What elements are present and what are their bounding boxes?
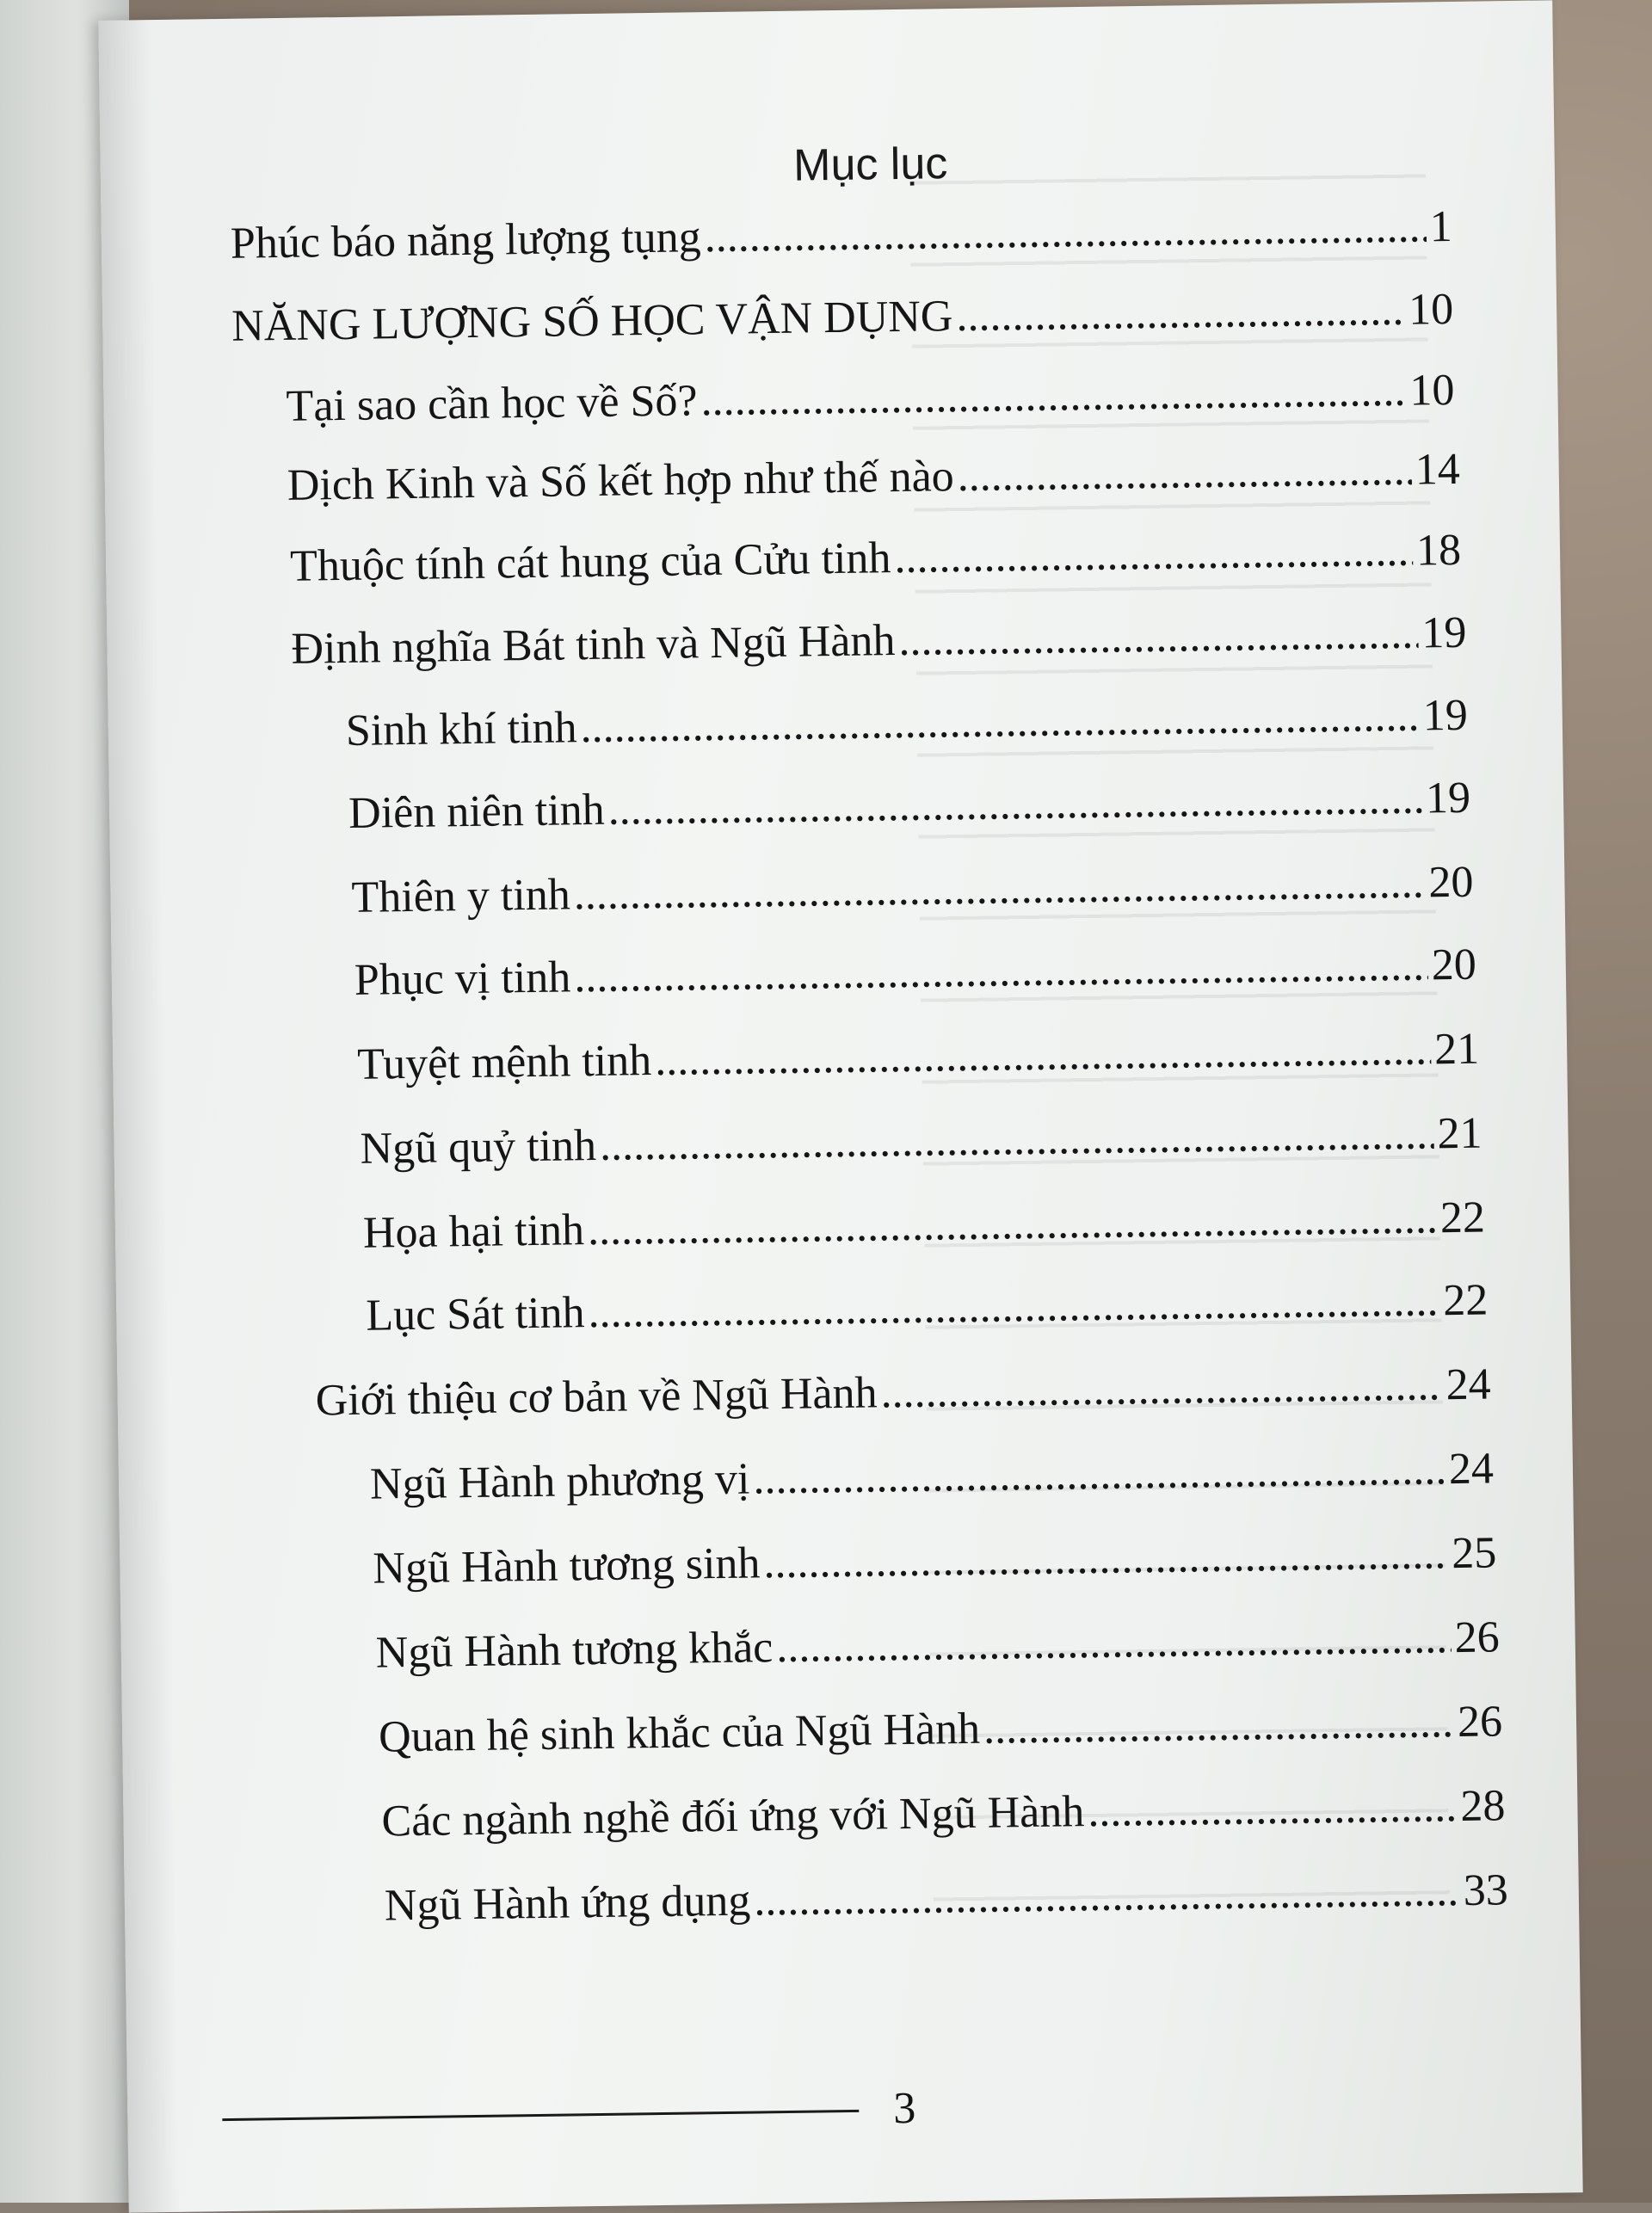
toc-entry bbox=[315, 1359, 1491, 1426]
toc-leader-dots bbox=[763, 1528, 1449, 1588]
toc-leader-dots bbox=[983, 1697, 1455, 1754]
toc-entry-page: 21 bbox=[1433, 1024, 1480, 1075]
toc-leader-dots bbox=[898, 608, 1419, 666]
toc-entry-page: 28 bbox=[1460, 1781, 1506, 1832]
toc-entry-label: Ngũ Hành ứng dụng bbox=[384, 1876, 751, 1931]
toc-entry-page: 26 bbox=[1457, 1697, 1503, 1748]
toc-leader-dots bbox=[580, 691, 1420, 754]
toc-entry-page: 19 bbox=[1421, 607, 1467, 658]
toc-entry-page: 10 bbox=[1409, 365, 1455, 416]
toc-leader-dots bbox=[607, 774, 1422, 835]
toc-leader-dots bbox=[776, 1612, 1452, 1673]
toc-entry-page: 1 bbox=[1429, 201, 1453, 252]
toc-leader-dots bbox=[588, 1275, 1440, 1338]
toc-entry bbox=[291, 607, 1467, 675]
toc-entry bbox=[345, 690, 1468, 756]
toc-entry-page: 24 bbox=[1446, 1359, 1491, 1410]
toc-entry-page: 24 bbox=[1448, 1444, 1495, 1495]
toc-entry-page: 25 bbox=[1451, 1528, 1497, 1579]
toc-entry bbox=[360, 1108, 1482, 1174]
toc-entry-page: 14 bbox=[1415, 444, 1461, 495]
toc-entry bbox=[348, 773, 1471, 839]
toc-entry-label: NĂNG LƯỢNG SỐ HỌC VẬN DỤNG bbox=[231, 292, 953, 351]
toc-entry-label: Diên niên tinh bbox=[348, 785, 606, 838]
toc-entry-page: 26 bbox=[1454, 1612, 1501, 1663]
toc-entry-label: Ngũ Hành tương khắc bbox=[375, 1623, 774, 1678]
toc-leader-dots bbox=[754, 1865, 1460, 1926]
toc-entry bbox=[290, 525, 1462, 592]
toc-entry bbox=[287, 444, 1460, 511]
toc-entry bbox=[370, 1443, 1495, 1509]
toc-entry-label: Ngũ quỷ tinh bbox=[360, 1120, 597, 1174]
toc-entry-label: Dịch Kinh và Số kết hợp như thế nào bbox=[287, 452, 955, 510]
toc-entry-page: 18 bbox=[1415, 525, 1462, 576]
toc-entry-page: 10 bbox=[1408, 284, 1454, 335]
toc-entry bbox=[363, 1193, 1486, 1259]
page-number: 3 bbox=[892, 2083, 916, 2134]
toc-entry bbox=[231, 201, 1453, 269]
toc-entry bbox=[354, 940, 1476, 1006]
toc-leader-dots bbox=[704, 201, 1427, 262]
toc-entry-label: Thuộc tính cát hung của Cửu tinh bbox=[289, 533, 891, 591]
toc-entry bbox=[385, 1865, 1509, 1931]
toc-leader-dots bbox=[956, 285, 1406, 342]
toc-entry-label: Tuyệt mệnh tinh bbox=[356, 1036, 652, 1089]
toc-leader-dots bbox=[957, 445, 1412, 502]
toc-leader-dots bbox=[753, 1444, 1446, 1504]
toc-entry-page: 19 bbox=[1422, 690, 1469, 741]
toc-entry-page: 22 bbox=[1442, 1275, 1489, 1326]
toc-leader-dots bbox=[1088, 1781, 1458, 1837]
toc-entry-label: Phục vị tinh bbox=[354, 952, 571, 1005]
toc-entry bbox=[357, 1024, 1480, 1090]
toc-entry-label: Định nghĩa Bát tinh và Ngũ Hành bbox=[291, 616, 896, 674]
toc-entry-page: 21 bbox=[1437, 1108, 1482, 1159]
toc-entry-page: 19 bbox=[1425, 773, 1471, 823]
toc-entry-page: 20 bbox=[1431, 940, 1477, 990]
toc-entry-label: Các ngành nghề đối ứng với Ngũ Hành bbox=[381, 1787, 1085, 1846]
toc-leader-dots bbox=[894, 526, 1413, 583]
toc-leader-dots bbox=[880, 1359, 1443, 1418]
toc-leader-dots bbox=[588, 1193, 1438, 1255]
toc-entry-label: Họa hại tinh bbox=[362, 1205, 585, 1258]
toc-leader-dots bbox=[574, 940, 1428, 1002]
toc-entry bbox=[373, 1527, 1497, 1593]
toc-entry bbox=[351, 857, 1474, 923]
toc-entry-label: Thiên y tinh bbox=[351, 870, 571, 922]
toc-leader-dots bbox=[573, 857, 1426, 920]
toc-entry bbox=[231, 284, 1454, 352]
toc-entry bbox=[286, 365, 1455, 432]
toc-entry-page: 20 bbox=[1428, 857, 1474, 908]
toc-entry-label: Phúc báo năng lượng tụng bbox=[230, 213, 702, 268]
toc-entry-page: 33 bbox=[1463, 1865, 1509, 1915]
book-page bbox=[98, 0, 1582, 2212]
toc-entry-label: Lục Sát tinh bbox=[365, 1288, 585, 1341]
toc-leader-dots bbox=[700, 366, 1407, 426]
toc-entry bbox=[379, 1696, 1503, 1762]
toc-entry bbox=[366, 1275, 1489, 1341]
toc-entry-label: Ngũ Hành tương sinh bbox=[373, 1538, 761, 1593]
toc-leader-dots bbox=[600, 1108, 1434, 1171]
toc-entry bbox=[375, 1612, 1500, 1678]
toc-entry bbox=[381, 1780, 1506, 1846]
toc-entry-label: Tại sao cần học về Số? bbox=[286, 376, 698, 431]
toc-leader-dots bbox=[655, 1024, 1432, 1086]
toc-entry-label: Ngũ Hành phương vị bbox=[369, 1454, 750, 1509]
toc-entry-label: Quan hệ sinh khắc của Ngũ Hành bbox=[378, 1704, 981, 1762]
toc-entry-label: Giới thiệu cơ bản về Ngũ Hành bbox=[315, 1368, 878, 1426]
table-of-contents bbox=[98, 0, 1582, 2212]
toc-entry-page: 22 bbox=[1439, 1193, 1486, 1243]
toc-entry-label: Sinh khí tinh bbox=[345, 703, 577, 755]
toc-title: Mục lục bbox=[792, 139, 948, 191]
